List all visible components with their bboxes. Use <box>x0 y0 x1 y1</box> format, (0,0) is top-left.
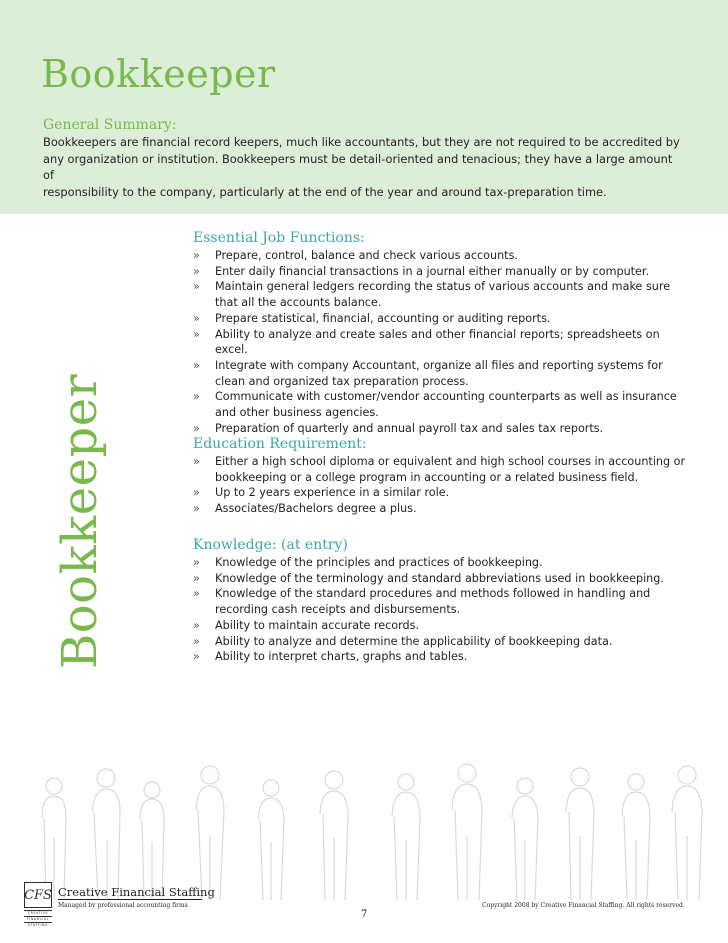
cfs-logo-words <box>24 910 52 928</box>
bullet-icon: » <box>193 618 200 632</box>
list-item-text: Enter daily financial transactions in a journal either manually or by computer. <box>215 264 650 278</box>
bullet-list <box>193 248 693 436</box>
person-silhouette <box>512 778 538 900</box>
bullet-icon: » <box>193 327 200 341</box>
section-heading: Knowledge: (at entry) <box>193 537 348 553</box>
page-title: Bookkeeper <box>41 52 276 96</box>
list-item <box>193 586 693 617</box>
bullet-icon: » <box>193 249 200 262</box>
person-silhouette <box>196 766 224 900</box>
list-item <box>193 327 693 358</box>
list-item <box>193 248 693 264</box>
cfs-logo-letters: CFS <box>24 882 52 908</box>
summary-line: Bookkeepers are financial record keepers, much like accountants, but they are not required to be accredited by <box>43 135 680 149</box>
section-knowledge-at-entry <box>193 537 693 665</box>
person-silhouette <box>320 771 348 900</box>
bullet-icon: » <box>193 311 200 325</box>
list-item <box>193 618 693 634</box>
company-tagline: Managed by professional accounting firms <box>58 902 188 909</box>
list-item-text: Ability to analyze and create sales and other financial reports; spreadsheets on excel. <box>215 327 660 357</box>
logo-word: STAFFING <box>24 922 52 928</box>
person-silhouette <box>566 768 594 900</box>
summary-text <box>43 134 683 200</box>
company-name: Creative Financial Staffing <box>58 885 215 899</box>
list-item-text: Integrate with company Accountant, organize all files and reporting systems for clean and organized tax preparation process. <box>215 358 663 388</box>
bullet-icon: » <box>193 358 200 372</box>
list-item <box>193 501 693 517</box>
bullet-icon: » <box>193 502 200 516</box>
person-silhouette <box>452 764 482 900</box>
list-item <box>193 634 693 650</box>
list-item-text: Ability to interpret charts, graphs and tables. <box>215 650 468 664</box>
person-silhouette <box>140 782 164 900</box>
summary-line: any organization or institution. Bookkeepers must be detail-oriented and tenacious; they have a large amount of <box>43 151 673 182</box>
list-item <box>193 421 693 437</box>
list-item-text: Up to 2 years experience in a similar role. <box>215 486 450 500</box>
list-item-text: Knowledge of the terminology and standard abbreviations used in bookkeeping. <box>215 571 664 585</box>
list-item <box>193 389 693 420</box>
bullet-icon: » <box>193 264 200 278</box>
person-silhouette <box>622 774 650 900</box>
list-item <box>193 358 693 389</box>
list-item <box>193 649 693 665</box>
person-silhouette <box>392 774 420 900</box>
summary-line: responsibility to the company, particularly at the end of the year and around tax-preparation time. <box>43 184 607 199</box>
list-item <box>193 311 693 327</box>
list-item <box>193 555 693 571</box>
person-silhouette <box>258 780 284 900</box>
list-item-text: Knowledge of the standard procedures and methods followed in handling and recording cash receipts and disbursements. <box>215 587 651 617</box>
list-item <box>193 485 693 501</box>
list-item-text: Ability to maintain accurate records. <box>215 618 420 632</box>
summary-heading: General Summary: <box>43 117 177 133</box>
person-silhouette <box>672 766 702 900</box>
bullet-icon: » <box>193 421 200 435</box>
list-item-text: Associates/Bachelors degree a plus. <box>215 502 417 516</box>
section-heading: Education Requirement: <box>193 436 367 452</box>
section-heading: Essential Job Functions: <box>193 230 365 246</box>
list-item-text: Knowledge of the principles and practices of bookkeeping. <box>215 556 543 569</box>
page-number: 7 <box>361 909 368 920</box>
list-item <box>193 571 693 587</box>
bullet-icon: » <box>193 571 200 585</box>
list-item-text: Preparation of quarterly and annual payroll tax and sales tax reports. <box>215 421 604 435</box>
list-item-text: Either a high school diploma or equivalent and high school courses in accounting or bookkeeping or a college program in accounting or a related business field. <box>215 455 686 484</box>
person-silhouette <box>92 769 120 900</box>
footer-divider <box>58 899 202 900</box>
list-item-text: Ability to analyze and determine the applicability of bookkeeping data. <box>215 634 613 648</box>
bullet-list <box>193 555 693 665</box>
bullet-icon: » <box>193 587 200 601</box>
list-item-text: Communicate with customer/vendor accounting counterparts as well as insurance and other business agencies. <box>215 390 677 420</box>
list-item-text: Prepare statistical, financial, accounting or auditing reports. <box>215 311 551 325</box>
copyright-notice: Copyright 2008 by Creative Financial Staffing. All rights reserved. <box>482 902 685 909</box>
bullet-icon: » <box>193 455 200 468</box>
list-item-text: Maintain general ledgers recording the status of various accounts and make sure that all the accounts balance. <box>215 280 671 310</box>
section-essential-job-functions <box>193 230 693 436</box>
cfs-logo <box>24 882 52 926</box>
bullet-icon: » <box>193 486 200 500</box>
list-item <box>193 279 693 310</box>
bullet-icon: » <box>193 390 200 404</box>
bullet-icon: » <box>193 556 200 569</box>
logo-word: CREATIVE <box>24 910 52 916</box>
people-silhouettes-illustration <box>0 760 728 900</box>
bullet-icon: » <box>193 650 200 664</box>
bullet-icon: » <box>193 280 200 294</box>
logo-word: FINANCIAL <box>24 916 52 922</box>
list-item <box>193 264 693 280</box>
bullet-icon: » <box>193 634 200 648</box>
bullet-list <box>193 454 693 517</box>
section-education-requirement <box>193 436 693 517</box>
list-item-text: Prepare, control, balance and check various accounts. <box>215 249 518 262</box>
vertical-side-title: Bookkeeper <box>52 373 108 669</box>
list-item <box>193 454 693 485</box>
